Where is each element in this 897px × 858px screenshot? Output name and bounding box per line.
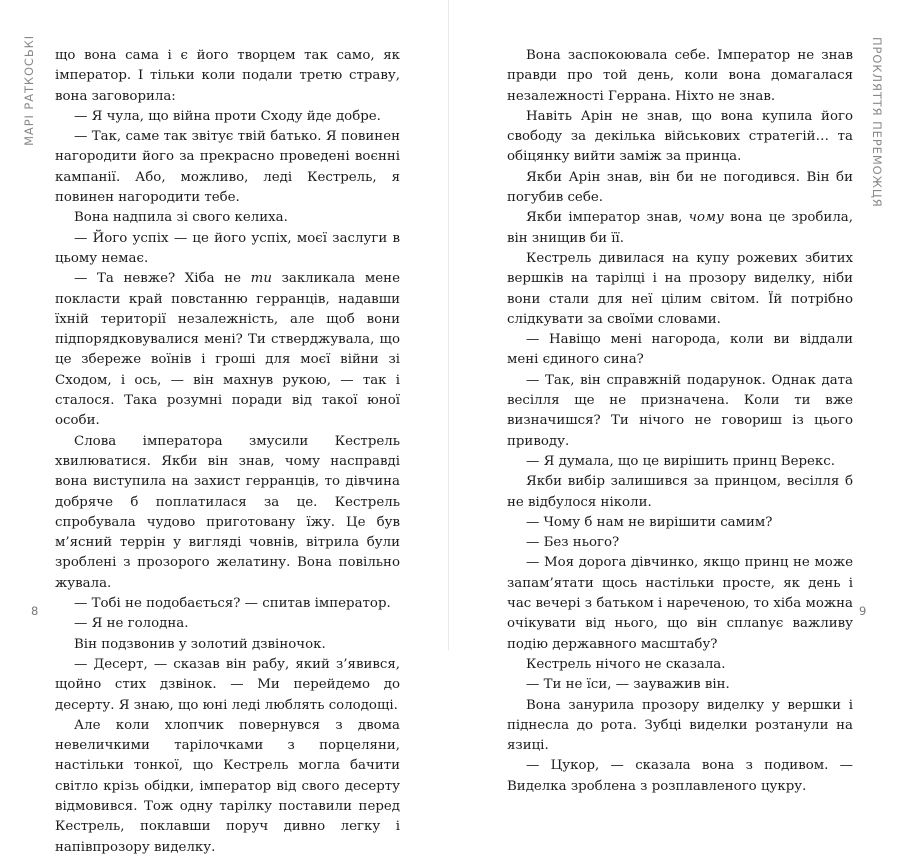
text-run: Кестрель дивилася на купу рожевих збитих вершків на тарілці і на прозору виделку, ніби вони стали для неї цілим світом. Їй потрібно слідкувати за своїми словами.: [507, 250, 853, 327]
paragraph: [507, 756, 853, 797]
paragraph: [55, 655, 400, 716]
text-run: — Я не голодна.: [74, 616, 189, 632]
paragraph: [55, 127, 400, 208]
paragraph: [507, 675, 853, 695]
text-run: Але коли хлопчик повернувся з двома невеличкими тарілочками з порцеляни, настільки тонкої, що Кестрель могла бачити світло крізь обідки, імператор від свого десерту відмовився. Тож одну тарілку поставили перед Кестрель, поклавши поруч дивно легку і напівпрозору виделку.: [55, 717, 400, 855]
text-run: — Ти не їси, — зауважив він.: [526, 677, 730, 693]
text-run: — Чому б нам не вирішити самим?: [526, 514, 773, 530]
text-run: — Його успіх — це його успіх, моєї заслуги в цьому немає.: [55, 230, 400, 266]
paragraph: [507, 330, 853, 371]
text-run: — Десерт, — сказав він рабу, який з’явився, щойно стих дзвінок. — Ми перейдемо до десерту. Я знаю, що юні леді люблять солодощі.: [55, 656, 400, 713]
text-run: — Моя дорога дівчинко, якщо принц не може запам’ятати щось настільки просте, як день і час вечері з батьком і нареченою, то хіба можна очікувати від нього, що він сплanує важливу подію державного масштабу?: [507, 555, 853, 652]
paragraph: [55, 208, 400, 228]
paragraph: [507, 696, 853, 757]
text-run: Якби Арін знав, він би не погодився. Він би погубив себе.: [507, 169, 853, 206]
paragraph: [55, 229, 400, 270]
text-run: Якби імператор знав,: [526, 210, 689, 226]
paragraph: [55, 614, 400, 634]
text-run: вона це зробила, він знищив би її.: [507, 210, 853, 246]
text-run: Він подзвонив у золотий дзвіночок.: [74, 636, 326, 652]
text-run: — Тобі не подобається? — спитав імператор.: [74, 596, 391, 612]
text-run: Якби вибір залишився за принцом, весілля б не відбулося ніколи.: [507, 474, 853, 510]
paragraph: [507, 655, 853, 675]
paragraph: [55, 432, 400, 594]
text-run: — Так, саме так звітує твій батько. Я повинен нагородити його за прекрасно проведені воєнні кампанії. Або, можливо, леді Кестрель, я повинен нагородити тебе.: [55, 129, 400, 206]
paragraph: [507, 208, 853, 249]
left-page-text: [55, 46, 400, 858]
text-run: Вона надпила зі свого келиха.: [74, 210, 288, 226]
paragraph: [507, 46, 853, 107]
paragraph: [507, 249, 853, 330]
italic-text-run: ти: [250, 271, 272, 287]
text-run: — Цукор, — сказала вона з подивом. — Виделка зроблена з розплавленого цукру.: [507, 758, 853, 794]
left-running-head: МАРІ РАТКОСЬКІ: [22, 35, 36, 146]
text-run: що вона сама і є його творцем так само, як імператор. І тільки коли подали третю страву, вона заговорила:: [55, 48, 400, 104]
paragraph: [507, 533, 853, 553]
right-page-number: 9: [859, 604, 867, 618]
paragraph: [507, 472, 853, 513]
text-run: Вона заспокоювала себе. Імператор не знав правди про той день, коли вона домагалася незалежності Геррана. Ніхто не знав.: [507, 48, 853, 104]
paragraph: [507, 452, 853, 472]
paragraph: [507, 371, 853, 452]
left-page-number: 8: [31, 604, 39, 618]
paragraph: [55, 107, 400, 127]
paragraph: [55, 635, 400, 655]
paragraph: [55, 594, 400, 614]
text-run: — Я думала, що це вирішить принц Верекс.: [526, 453, 835, 469]
text-run: — Навіщо мені нагорода, коли ви віддали мені єдиного сина?: [507, 332, 853, 368]
text-run: Слова імператора змусили Кестрель хвилюватися. Якби він знав, чому насправді вона виступила на захист герранців, то дівчина добряче б поплатилася за це. Кестрель спробувала чудово приготовану їжу. Це був м’ясний террін у вигляді човнів, вітрила були зроблені з прозорого желатину. Вона повільно жувала.: [55, 433, 400, 591]
right-running-head: ПРОКЛЯТТЯ ПЕРЕМОЖЦЯ: [870, 37, 884, 208]
text-run: Кестрель нічого не сказала.: [526, 656, 726, 672]
text-run: Навіть Арін не знав, що вона купила його свободу за декілька військових стратегій… та обіцянку вийти заміж за принца.: [507, 108, 853, 165]
paragraph: [55, 269, 400, 431]
paragraph: [55, 46, 400, 107]
paragraph: [55, 716, 400, 858]
right-page: [449, 0, 897, 794]
paragraph: [507, 513, 853, 533]
text-run: — Я чула, що війна проти Сходу йде добре.: [74, 108, 381, 124]
text-run: закликала мене покласти край повстанню герранців, надавши їхній території незалежність, але щоб вони підпорядковувалися мені? Ти стверджувала, що це збереже воїнів і гроші для моєї війни зі Сходом, і ось, — він махнув рукою, — так і сталося. Така розумні поради від такої юної особи.: [55, 271, 400, 429]
text-run: — Та невже? Хіба не: [74, 271, 251, 287]
text-run: — Без нього?: [526, 535, 620, 551]
italic-text-run: чому: [688, 210, 724, 226]
paragraph: [507, 107, 853, 168]
paragraph: [507, 553, 853, 654]
left-page: [0, 0, 448, 855]
text-run: Вона занурила прозору виделку у вершки і піднесла до рота. Зубці виделки розтанули на язиці.: [507, 697, 853, 754]
paragraph: [507, 168, 853, 209]
right-page-text: [507, 46, 853, 797]
text-run: — Так, він справжній подарунок. Однак дата весілля ще не призначена. Коли ти вже визначишся? Ти нічого не говориш із цього приводу.: [507, 372, 853, 449]
